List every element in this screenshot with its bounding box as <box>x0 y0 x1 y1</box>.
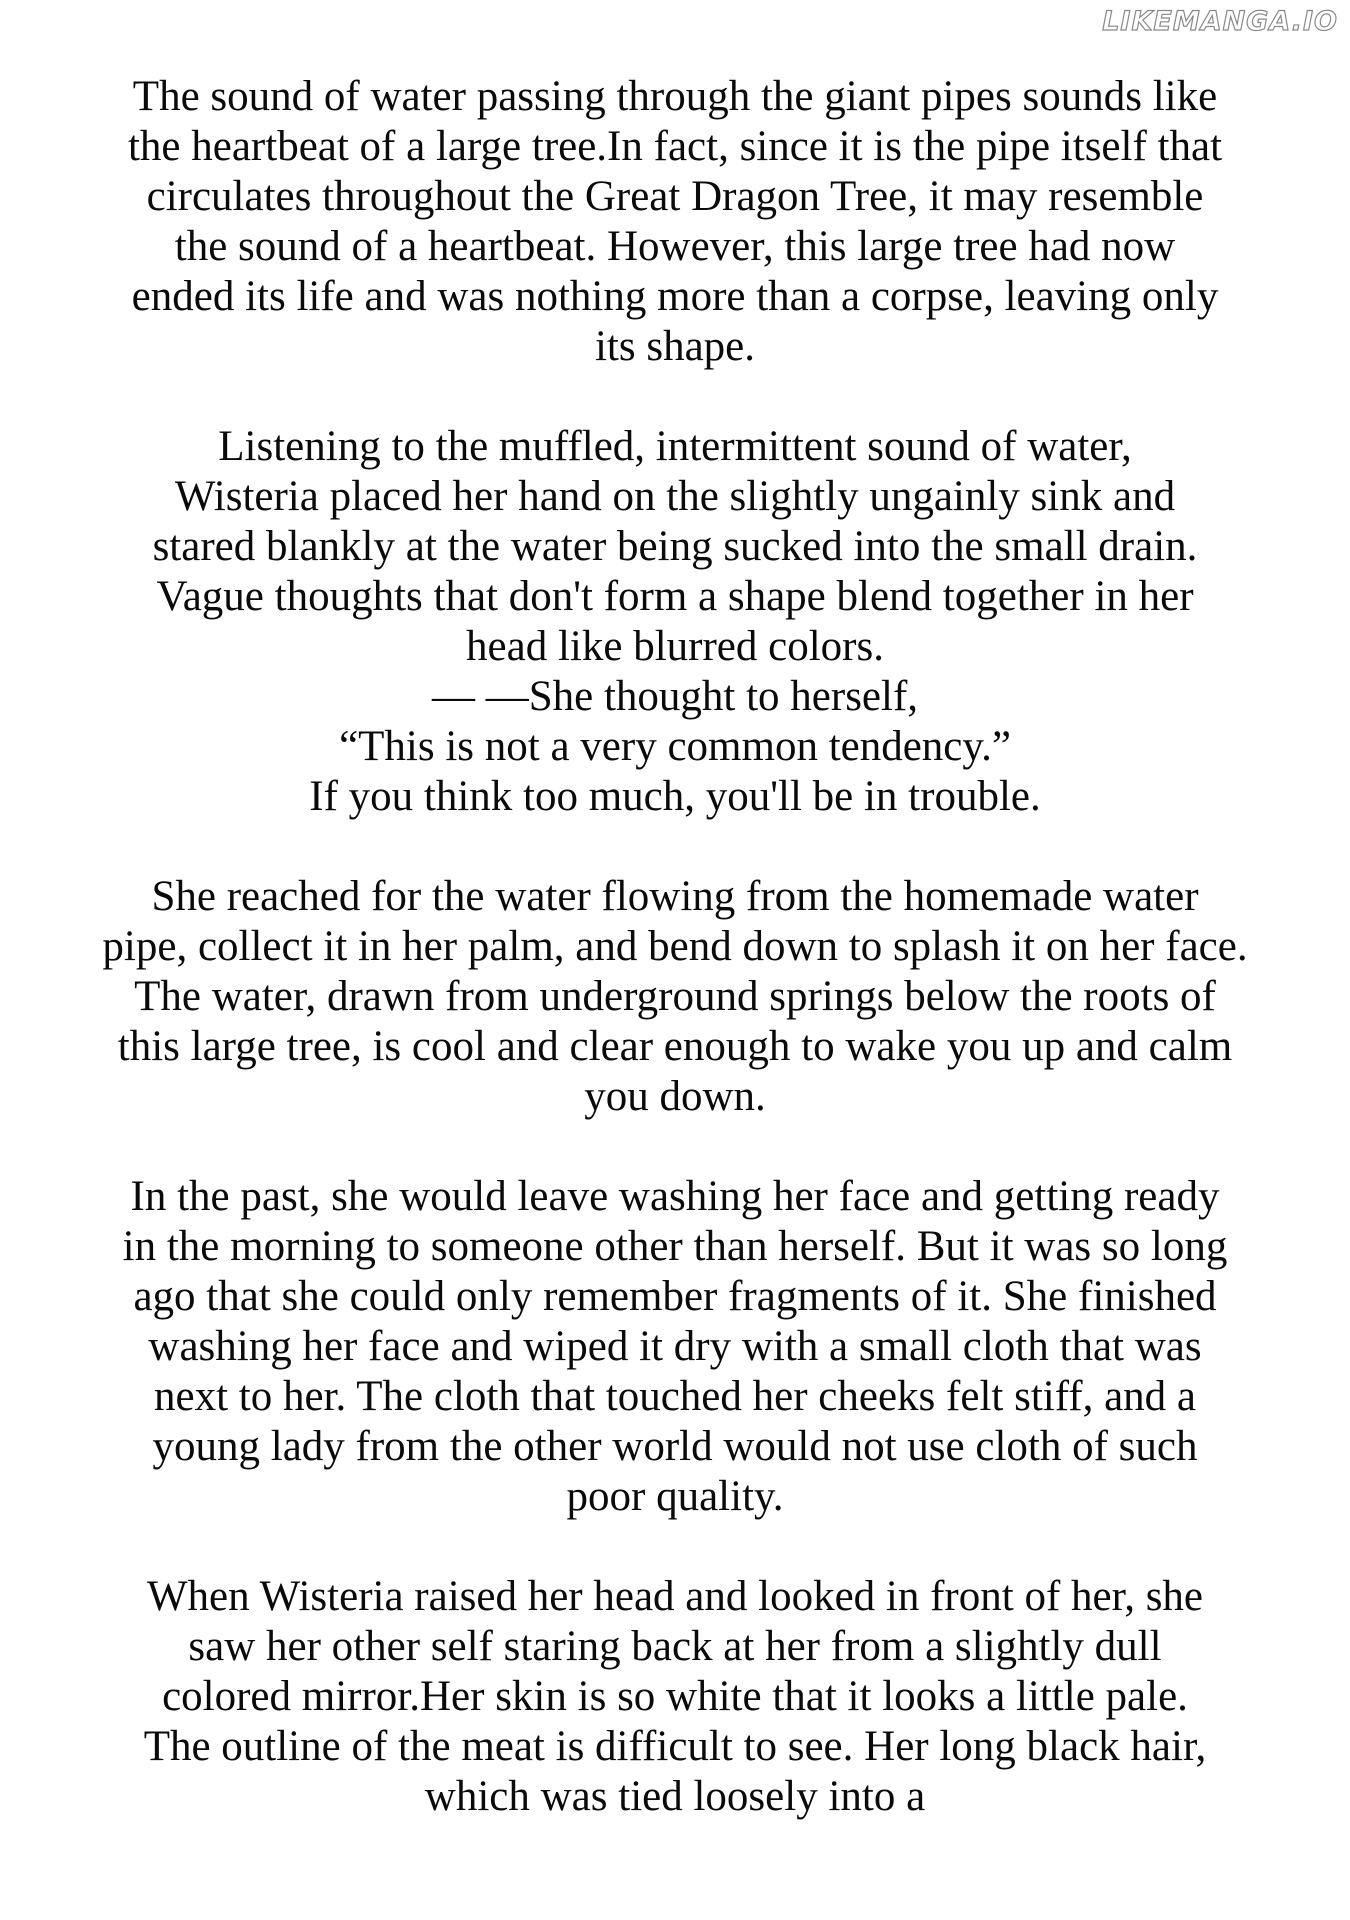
text-line: which was tied loosely into a <box>424 1773 926 1820</box>
text-line: When Wisteria raised her head and looked in front of her, she <box>146 1573 1204 1620</box>
text-line: If you think too much, you'll be in trouble. <box>309 773 1041 820</box>
text-line: She reached for the water flowing from the homemade water <box>151 873 1199 920</box>
text-line: The water, drawn from underground springs below the roots of <box>134 973 1216 1020</box>
quoted-thought: “This is not a very common tendency.” <box>339 723 1011 770</box>
text-line: In the past, she would leave washing her face and getting ready <box>130 1173 1220 1220</box>
text-line: washing her face and wiped it dry with a small cloth that was <box>148 1323 1202 1370</box>
text-line: head like blurred colors. <box>466 623 884 670</box>
text-line: ago that she could only remember fragments of it. She finished <box>133 1273 1217 1320</box>
text-line: the sound of a heartbeat. However, this large tree had now <box>174 223 1176 270</box>
text-line: poor quality. <box>566 1473 784 1520</box>
paragraph-2 <box>0 422 1350 822</box>
text-line: The outline of the meat is difficult to see. Her long black hair, <box>143 1723 1207 1770</box>
text-line: colored mirror.Her skin is so white that it looks a little pale. <box>162 1673 1188 1720</box>
paragraph-3 <box>0 872 1350 1122</box>
text-line: saw her other self staring back at her from a slightly dull <box>188 1623 1162 1670</box>
text-line: in the morning to someone other than herself. But it was so long <box>122 1223 1228 1270</box>
text-line: the heartbeat of a large tree.In fact, since it is the pipe itself that <box>127 123 1223 170</box>
text-line: Wisteria placed her hand on the slightly ungainly sink and <box>174 473 1176 520</box>
text-line: Vague thoughts that don't form a shape blend together in her <box>156 573 1194 620</box>
site-watermark: LIKEMANGA.IO <box>1102 6 1338 37</box>
text-line: stared blankly at the water being sucked into the small drain. <box>152 523 1198 570</box>
paragraph-4 <box>0 1172 1350 1522</box>
text-line: — —She thought to herself, <box>431 673 919 720</box>
text-line: circulates throughout the Great Dragon Tree, it may resemble <box>146 173 1204 220</box>
text-line: next to her. The cloth that touched her cheeks felt stiff, and a <box>153 1373 1196 1420</box>
text-line: Listening to the muffled, intermittent sound of water, <box>218 423 1132 470</box>
text-line: ended its life and was nothing more than a corpse, leaving only <box>131 273 1219 320</box>
novel-page-text <box>0 72 1350 1872</box>
text-line: young lady from the other world would not use cloth of such <box>152 1423 1198 1470</box>
text-line: pipe, collect it in her palm, and bend down to splash it on her face. <box>102 923 1248 970</box>
text-line: its shape. <box>594 323 756 370</box>
paragraph-1 <box>0 72 1350 372</box>
text-line: this large tree, is cool and clear enough to wake you up and calm <box>117 1023 1233 1070</box>
text-line: The sound of water passing through the giant pipes sounds like <box>132 73 1218 120</box>
paragraph-5 <box>0 1572 1350 1822</box>
text-line: you down. <box>584 1073 766 1120</box>
